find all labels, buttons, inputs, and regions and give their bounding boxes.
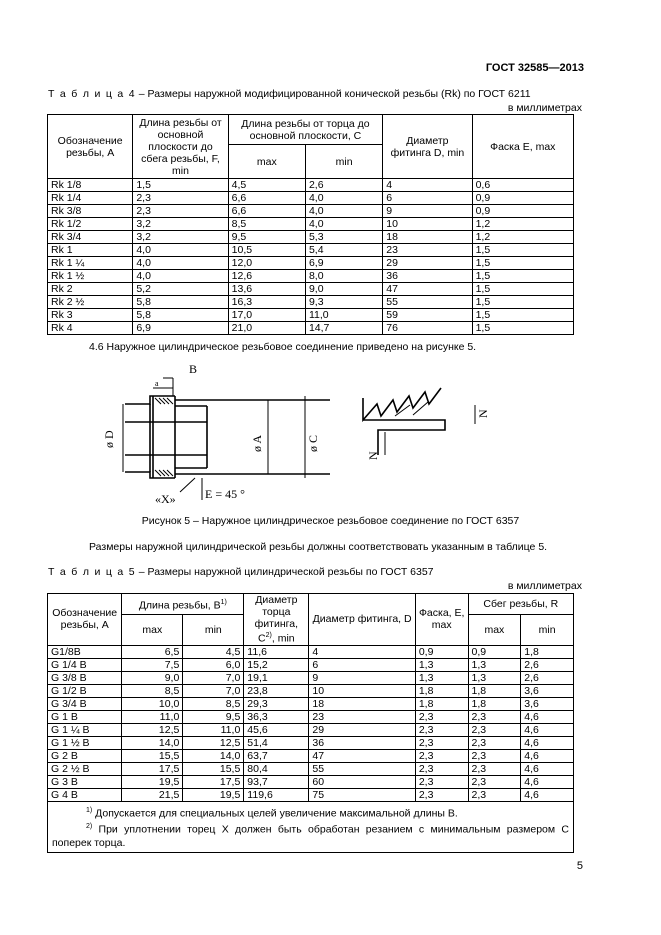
- table-cell: 23: [309, 710, 415, 723]
- table-row: [48, 684, 574, 697]
- table-cell: Rk 1/2: [48, 218, 133, 231]
- table5-footnotes: [48, 801, 574, 852]
- table-cell: 2,3: [468, 762, 521, 775]
- table-cell: Rk 4: [48, 322, 133, 335]
- table-cell: 1,8: [415, 684, 468, 697]
- table-cell: Rk 1 ¼: [48, 257, 133, 270]
- footnote-2-text: При уплотнении торец X должен быть обработан резанием с минимальным размером С поперек торца.: [52, 823, 569, 849]
- table-cell: 29: [383, 257, 472, 270]
- table-row: [48, 231, 574, 244]
- table5-body: [48, 645, 574, 801]
- table-cell: 6,6: [228, 205, 305, 218]
- table-cell: 59: [383, 309, 472, 322]
- table-cell: 4,5: [183, 645, 244, 658]
- table-cell: 8,5: [228, 218, 305, 231]
- table-cell: G 2 B: [48, 749, 122, 762]
- t5-header-end-diam-sup: 2): [265, 632, 272, 639]
- table-cell: G 1/2 B: [48, 684, 122, 697]
- t5-header-runout: Сбег резьбы, R: [468, 594, 573, 615]
- table-cell: 8,0: [305, 270, 382, 283]
- figure5-caption: Рисунок 5 – Наружное цилиндрическое резьбовое соединение по ГОСТ 6357: [141, 515, 520, 527]
- table-cell: G 4 B: [48, 788, 122, 801]
- table-row: [48, 775, 574, 788]
- table4-label: Т а б л и ц а 4: [48, 88, 136, 100]
- table-cell: 0,9: [468, 645, 521, 658]
- table-cell: 7,5: [122, 658, 183, 671]
- t5-header-chamfer: Фаска, E, max: [415, 594, 468, 646]
- footnote-1: [52, 804, 569, 821]
- table-cell: 12,5: [122, 723, 183, 736]
- table-cell: 36: [309, 736, 415, 749]
- table-cell: 16,3: [228, 296, 305, 309]
- label-x: «X»: [155, 492, 176, 506]
- table-cell: 1,3: [415, 658, 468, 671]
- t5-header-length-text: Длина резьбы, B: [138, 599, 221, 612]
- label-n-left: N: [366, 451, 380, 460]
- table-cell: 6,9: [133, 322, 228, 335]
- table-cell: Rk 3/8: [48, 205, 133, 218]
- table-row: [48, 788, 574, 801]
- table-cell: 10: [383, 218, 472, 231]
- table-cell: 3,6: [521, 697, 574, 710]
- table-cell: 17,5: [183, 775, 244, 788]
- label-a-diameter: ø A: [250, 434, 264, 452]
- table-row: [48, 296, 574, 309]
- table5-label: Т а б л и ц а 5: [48, 566, 136, 578]
- table-cell: 2,3: [415, 710, 468, 723]
- table-cell: 2,3: [415, 788, 468, 801]
- t4-header-chamfer: Фаска E, max: [472, 115, 573, 179]
- table-row: [48, 179, 574, 192]
- table-cell: 4,0: [133, 244, 228, 257]
- t5-header-end-diam-text: Диаметр торца фитинга, C: [254, 594, 299, 645]
- table-cell: 11,6: [244, 645, 309, 658]
- table-cell: 10,5: [228, 244, 305, 257]
- table4: [47, 114, 574, 335]
- table-row: [48, 645, 574, 658]
- table-cell: 2,3: [415, 749, 468, 762]
- table-cell: G 2 ½ B: [48, 762, 122, 775]
- table-cell: 4,6: [521, 749, 574, 762]
- label-c: ø C: [306, 434, 320, 452]
- table-cell: 6,6: [228, 192, 305, 205]
- table-cell: 7,0: [183, 671, 244, 684]
- table-cell: 4,0: [133, 257, 228, 270]
- table-cell: 4,6: [521, 775, 574, 788]
- table-cell: 9,5: [228, 231, 305, 244]
- table5-caption: [48, 566, 434, 578]
- table-cell: 5,8: [133, 309, 228, 322]
- table-cell: 47: [309, 749, 415, 762]
- table-row: [48, 762, 574, 775]
- label-b: B: [189, 362, 198, 376]
- table-cell: 29: [309, 723, 415, 736]
- table-cell: 0,9: [472, 205, 573, 218]
- table-cell: 6,9: [305, 257, 382, 270]
- table-cell: G 3 B: [48, 775, 122, 788]
- table-cell: 51,4: [244, 736, 309, 749]
- label-e: E = 45 °: [205, 487, 245, 501]
- page-number: 5: [576, 860, 583, 872]
- t5-header-r-min: min: [521, 615, 574, 645]
- table-row: [48, 283, 574, 296]
- table-cell: 2,3: [415, 775, 468, 788]
- t4-header-length: Длина резьбы от основной плоскости до сбега резьбы, F, min: [133, 115, 228, 179]
- t4-header-min: min: [305, 145, 382, 179]
- table-cell: 2,3: [468, 723, 521, 736]
- table-cell: Rk 1: [48, 244, 133, 257]
- table-row: [48, 322, 574, 335]
- table-row: [48, 192, 574, 205]
- table-cell: 0,6: [472, 179, 573, 192]
- table-cell: 1,5: [472, 270, 573, 283]
- table-cell: 4,6: [521, 723, 574, 736]
- table-cell: 1,5: [472, 257, 573, 270]
- table-cell: 3,2: [133, 218, 228, 231]
- table-cell: G 3/4 B: [48, 697, 122, 710]
- table-cell: 2,3: [133, 205, 228, 218]
- table-row: [48, 736, 574, 749]
- t4-header-designation: Обозначение резьбы, A: [48, 115, 133, 179]
- table-cell: 11,0: [122, 710, 183, 723]
- table5-unit: в миллиметрах: [507, 580, 582, 592]
- table-cell: 2,6: [521, 671, 574, 684]
- table-cell: 2,3: [468, 710, 521, 723]
- table-cell: 5,8: [133, 296, 228, 309]
- table-cell: 2,3: [415, 762, 468, 775]
- table-cell: 36: [383, 270, 472, 283]
- table-cell: 4,6: [521, 788, 574, 801]
- table-cell: 1,8: [521, 645, 574, 658]
- standard-number: ГОСТ 32585—2013: [485, 62, 584, 74]
- table-cell: 17,5: [122, 762, 183, 775]
- footnote-2-mark: 2): [86, 823, 93, 830]
- table-cell: 14,7: [305, 322, 382, 335]
- table-cell: 1,3: [468, 671, 521, 684]
- t5-header-length: [122, 594, 244, 615]
- table-cell: 6,0: [183, 658, 244, 671]
- table-cell: 1,5: [472, 322, 573, 335]
- t5-header-designation: Обозначение резьбы, A: [48, 594, 122, 646]
- footnote-1-text: Допускается для специальных целей увеличение максимальной длины B.: [92, 807, 458, 819]
- t4-header-diameter: Диаметр фитинга D, min: [383, 115, 472, 179]
- table-cell: 1,3: [468, 658, 521, 671]
- table-cell: 4,0: [305, 192, 382, 205]
- table-row: [48, 205, 574, 218]
- table-cell: G 1/4 B: [48, 658, 122, 671]
- t5-header-diameter: Диаметр фитинга, D: [309, 594, 415, 646]
- t5-header-r-max: max: [468, 615, 521, 645]
- table-cell: 1,5: [472, 244, 573, 257]
- table-row: [48, 257, 574, 270]
- table-cell: 6,5: [122, 645, 183, 658]
- table-cell: 2,3: [415, 736, 468, 749]
- table-cell: G 1 ½ B: [48, 736, 122, 749]
- table-cell: 0,9: [415, 645, 468, 658]
- table-cell: 8,5: [183, 697, 244, 710]
- table-cell: 5,2: [133, 283, 228, 296]
- table-cell: 29,3: [244, 697, 309, 710]
- figure5-drawing: [95, 360, 545, 510]
- footnote-1-mark: 1): [86, 806, 93, 814]
- table-cell: G 1 B: [48, 710, 122, 723]
- table-cell: 2,3: [415, 723, 468, 736]
- table-cell: 13,6: [228, 283, 305, 296]
- t4-header-max: max: [228, 145, 305, 179]
- table-cell: 6: [309, 658, 415, 671]
- table-cell: 0,9: [472, 192, 573, 205]
- table-cell: 19,1: [244, 671, 309, 684]
- table-cell: 19,5: [183, 788, 244, 801]
- table-row: [48, 710, 574, 723]
- table-cell: 21,5: [122, 788, 183, 801]
- table-cell: 93,7: [244, 775, 309, 788]
- t5-header-end-diam-suffix: , min: [271, 632, 295, 645]
- table5-title: – Размеры наружной цилиндрической резьбы по ГОСТ 6357: [135, 566, 434, 578]
- footnote-2: [52, 820, 569, 850]
- table-cell: 1,8: [468, 684, 521, 697]
- t5-header-b-min: min: [183, 615, 244, 645]
- table-cell: 14,0: [122, 736, 183, 749]
- table-cell: 4: [309, 645, 415, 658]
- table-cell: 36,3: [244, 710, 309, 723]
- table-cell: 15,2: [244, 658, 309, 671]
- table-cell: 3,6: [521, 684, 574, 697]
- table-cell: 2,3: [133, 192, 228, 205]
- table-row: [48, 671, 574, 684]
- table-cell: 3,2: [133, 231, 228, 244]
- t5-header-length-sup: 1): [220, 598, 227, 606]
- table-row: [48, 309, 574, 322]
- table-cell: G 3/8 B: [48, 671, 122, 684]
- table-cell: 4,0: [305, 205, 382, 218]
- table-cell: 1,2: [472, 231, 573, 244]
- table-cell: 1,3: [415, 671, 468, 684]
- table-cell: 1,8: [468, 697, 521, 710]
- table-cell: 55: [309, 762, 415, 775]
- table-cell: 1,5: [472, 296, 573, 309]
- table-cell: 47: [383, 283, 472, 296]
- table-cell: 8,5: [122, 684, 183, 697]
- table-cell: 10,0: [122, 697, 183, 710]
- table-cell: 10: [309, 684, 415, 697]
- table4-unit: в миллиметрах: [507, 102, 582, 114]
- label-a: a: [155, 379, 159, 388]
- table-cell: 7,0: [183, 684, 244, 697]
- table-row: [48, 218, 574, 231]
- table-row: [48, 658, 574, 671]
- table-row: [48, 697, 574, 710]
- table-cell: 80,4: [244, 762, 309, 775]
- table-cell: 1,5: [472, 309, 573, 322]
- table-cell: Rk 2 ½: [48, 296, 133, 309]
- table-cell: 21,0: [228, 322, 305, 335]
- table-cell: Rk 1 ½: [48, 270, 133, 283]
- table-cell: 4,0: [133, 270, 228, 283]
- table-cell: G 1 ¼ B: [48, 723, 122, 736]
- table-cell: 2,3: [468, 788, 521, 801]
- table-cell: 2,3: [468, 749, 521, 762]
- table-cell: 55: [383, 296, 472, 309]
- table4-title: – Размеры наружной модифицированной конической резьбы (Rk) по ГОСТ 6211: [135, 88, 531, 100]
- label-d: ø D: [102, 430, 116, 448]
- table-cell: 2,6: [305, 179, 382, 192]
- table-cell: 18: [383, 231, 472, 244]
- table-cell: 11,0: [305, 309, 382, 322]
- table-cell: 1,5: [133, 179, 228, 192]
- table-cell: 14,0: [183, 749, 244, 762]
- table-cell: 9,3: [305, 296, 382, 309]
- table-cell: 4: [383, 179, 472, 192]
- table-cell: 12,5: [183, 736, 244, 749]
- table-cell: 63,7: [244, 749, 309, 762]
- table-cell: 11,0: [183, 723, 244, 736]
- table-cell: 76: [383, 322, 472, 335]
- table-cell: 4,6: [521, 736, 574, 749]
- table-cell: Rk 3: [48, 309, 133, 322]
- table-cell: 75: [309, 788, 415, 801]
- table-cell: 4,0: [305, 218, 382, 231]
- table-cell: 45,6: [244, 723, 309, 736]
- table-cell: 9,5: [183, 710, 244, 723]
- table-row: [48, 244, 574, 257]
- table-cell: 9: [383, 205, 472, 218]
- table-cell: 9,0: [305, 283, 382, 296]
- table-cell: 4,6: [521, 762, 574, 775]
- table-cell: 5,3: [305, 231, 382, 244]
- table4-caption: [48, 88, 531, 100]
- t4-header-from-end: Длина резьбы от торца до основной плоскости, C: [228, 115, 383, 145]
- table4-body: [48, 179, 574, 335]
- t5-header-b-max: max: [122, 615, 183, 645]
- table-cell: Rk 3/4: [48, 231, 133, 244]
- table-cell: 119,6: [244, 788, 309, 801]
- table-row: [48, 749, 574, 762]
- table-cell: 2,3: [468, 736, 521, 749]
- table-cell: 1,5: [472, 283, 573, 296]
- table-cell: 9,0: [122, 671, 183, 684]
- t5-header-end-diam: [244, 594, 309, 646]
- table-cell: 4,5: [228, 179, 305, 192]
- table-cell: G1/8B: [48, 645, 122, 658]
- table-cell: 23: [383, 244, 472, 257]
- table-cell: 12,6: [228, 270, 305, 283]
- table-cell: 23,8: [244, 684, 309, 697]
- table5: [47, 593, 574, 853]
- table-cell: 19,5: [122, 775, 183, 788]
- table-cell: Rk 1/8: [48, 179, 133, 192]
- table-cell: 2,3: [468, 775, 521, 788]
- table-cell: 2,6: [521, 658, 574, 671]
- table-cell: Rk 1/4: [48, 192, 133, 205]
- table-cell: 1,8: [415, 697, 468, 710]
- table-cell: 6: [383, 192, 472, 205]
- table-row: [48, 270, 574, 283]
- table-cell: Rk 2: [48, 283, 133, 296]
- table-cell: 18: [309, 697, 415, 710]
- table-cell: 9: [309, 671, 415, 684]
- table-cell: 60: [309, 775, 415, 788]
- table-cell: 4,6: [521, 710, 574, 723]
- table-cell: 5,4: [305, 244, 382, 257]
- paragraph-4-6: 4.6 Наружное цилиндрическое резьбовое соединение приведено на рисунке 5.: [89, 341, 477, 353]
- table-cell: 15,5: [122, 749, 183, 762]
- paragraph-sizes: Размеры наружной цилиндрической резьбы должны соответствовать указанным в таблице 5.: [89, 541, 548, 553]
- table-cell: 12,0: [228, 257, 305, 270]
- table-cell: 15,5: [183, 762, 244, 775]
- label-n-right: N: [476, 409, 490, 418]
- table-row: [48, 723, 574, 736]
- table-cell: 17,0: [228, 309, 305, 322]
- table-cell: 1,2: [472, 218, 573, 231]
